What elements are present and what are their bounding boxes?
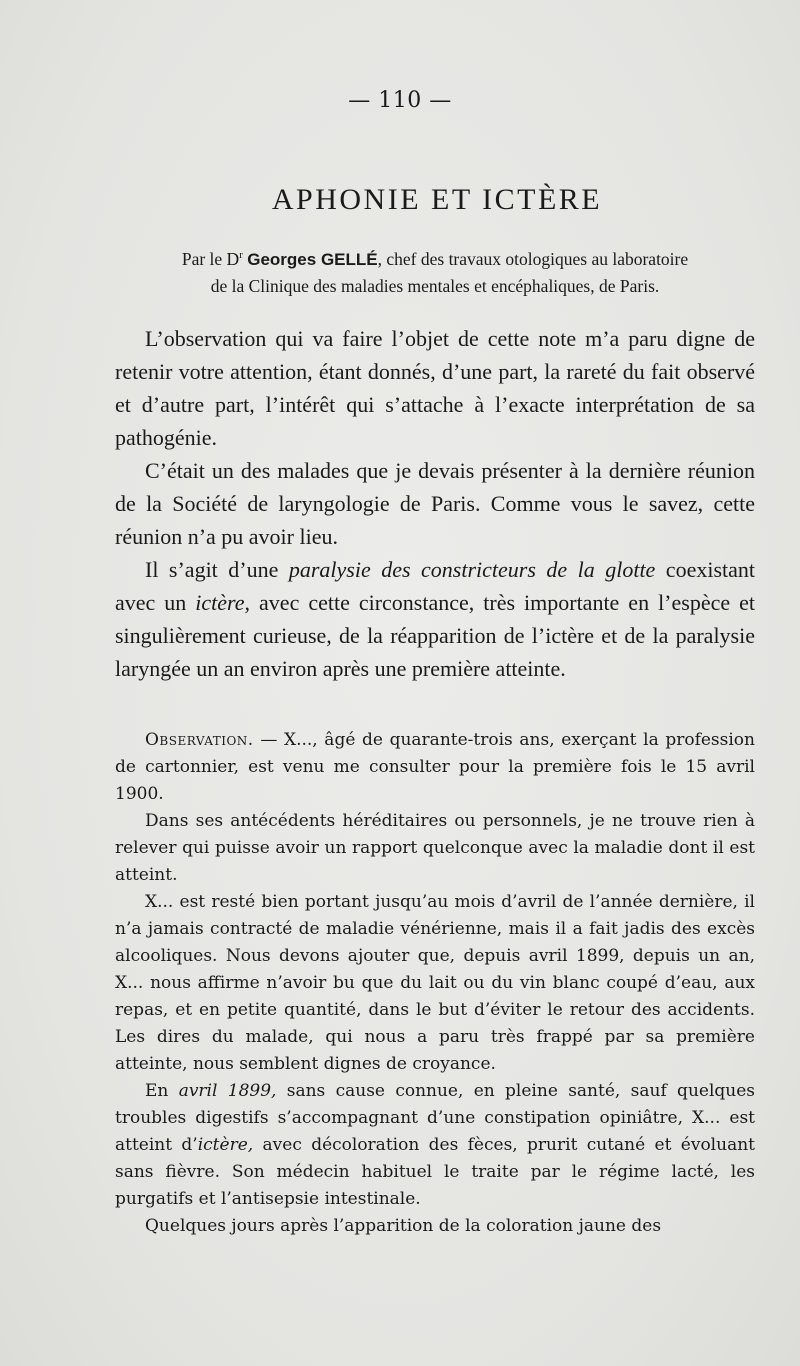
intro-p3-emphasis-2: ictère, — [195, 590, 251, 615]
observation-paragraph-3: X... est resté bien portant jusqu’au mois d’avril de l’année dernière, il n’a jamais contracté de maladie vénérienne, mais il a fait jadis des excès alcooliques. Nous devons ajouter que, depuis avril 1899, depuis un an, X... nous affirme n’avoir bu que du lait ou du vin blanc coupé d’eau, aux repas, et en petite quantité, dans le but d’éviter le retour des accidents. Les dires du malade, qui nous a paru très frappé par sa première atteinte, nous semblent dignes de croyance. — [115, 892, 755, 1074]
observation-paragraph-2: Dans ses antécédents héréditaires ou personnels, je ne trouve rien à relever qui puisse avoir un rapport quelconque avec la maladie dont il est atteint. — [115, 811, 755, 885]
byline-affiliation-line1: , chef des travaux otologiques au laboratoire — [377, 248, 689, 269]
observation-p4-emphasis-1: avril 1899, — [178, 1081, 277, 1101]
intro-p3-text-a: Il s’agit d’une — [145, 557, 289, 582]
intro-paragraph-3 — [115, 553, 755, 685]
article-title: APHONIE ET ICTÈRE — [271, 183, 603, 216]
observation-text — [115, 727, 755, 1240]
intro-p3-emphasis-1: paralysie des constricteurs de la glotte — [288, 557, 656, 582]
observation-p1-text: — X..., âgé de quarante-trois ans, exerçant la profession de cartonnier, est venu me consulter pour la première fois le 15 avril 1900. — [115, 730, 755, 804]
observation-p4-text-b: sans cause connue, en pleine santé, sauf quelques troubles digestifs s’accompagnant d’une constipation opiniâtre, X... est atteint d’ — [115, 1081, 755, 1155]
intro-p3-text-c: avec cette circonstance, très importante en l’espèce et singulièrement curieuse, de la réapparition de l’ictère et de la paralysie laryngée un an environ après une première atteinte. — [115, 590, 755, 681]
observation-p4-text-a: En — [145, 1081, 179, 1101]
page-number: — 110 — — [348, 88, 452, 113]
byline-prefix-sup: r — [239, 249, 243, 261]
observation-p4-text-c: avec décoloration des fèces, prurit cutané et évoluant sans fièvre. Son médecin habituel le traite par le régime lacté, les purgatifs et l’antisepsie intestinale. — [115, 1135, 755, 1209]
author-name: Georges GELLÉ — [247, 249, 378, 269]
observation-p4-emphasis-2: ictère, — [197, 1135, 254, 1155]
observation-heading: Observation. — [145, 730, 254, 750]
observation-paragraph-1 — [115, 727, 755, 808]
observation-paragraph-4 — [115, 1078, 755, 1213]
byline — [115, 242, 755, 299]
intro-paragraph-1: L’observation qui va faire l’objet de cette note m’a paru digne de retenir votre attention, étant donnés, d’une part, la rareté du fait observé et d’autre part, l’intérêt qui s’attache à l’exacte interprétation de sa pathogénie. — [115, 326, 755, 450]
intro-text — [115, 322, 755, 685]
byline-affiliation-line2: de la Clinique des maladies mentales et encéphaliques, de Paris. — [210, 275, 660, 296]
observation-paragraph-5: Quelques jours après l’apparition de la coloration jaune des — [145, 1216, 662, 1236]
intro-p3-text-b: coexistant avec un — [115, 557, 756, 615]
intro-paragraph-2: C’était un des malades que je devais présenter à la dernière réunion de la Société de laryngologie de Paris. Comme vous le savez, cette réunion n’a pu avoir lieu. — [115, 458, 755, 549]
byline-prefix: Par le D — [181, 248, 240, 269]
